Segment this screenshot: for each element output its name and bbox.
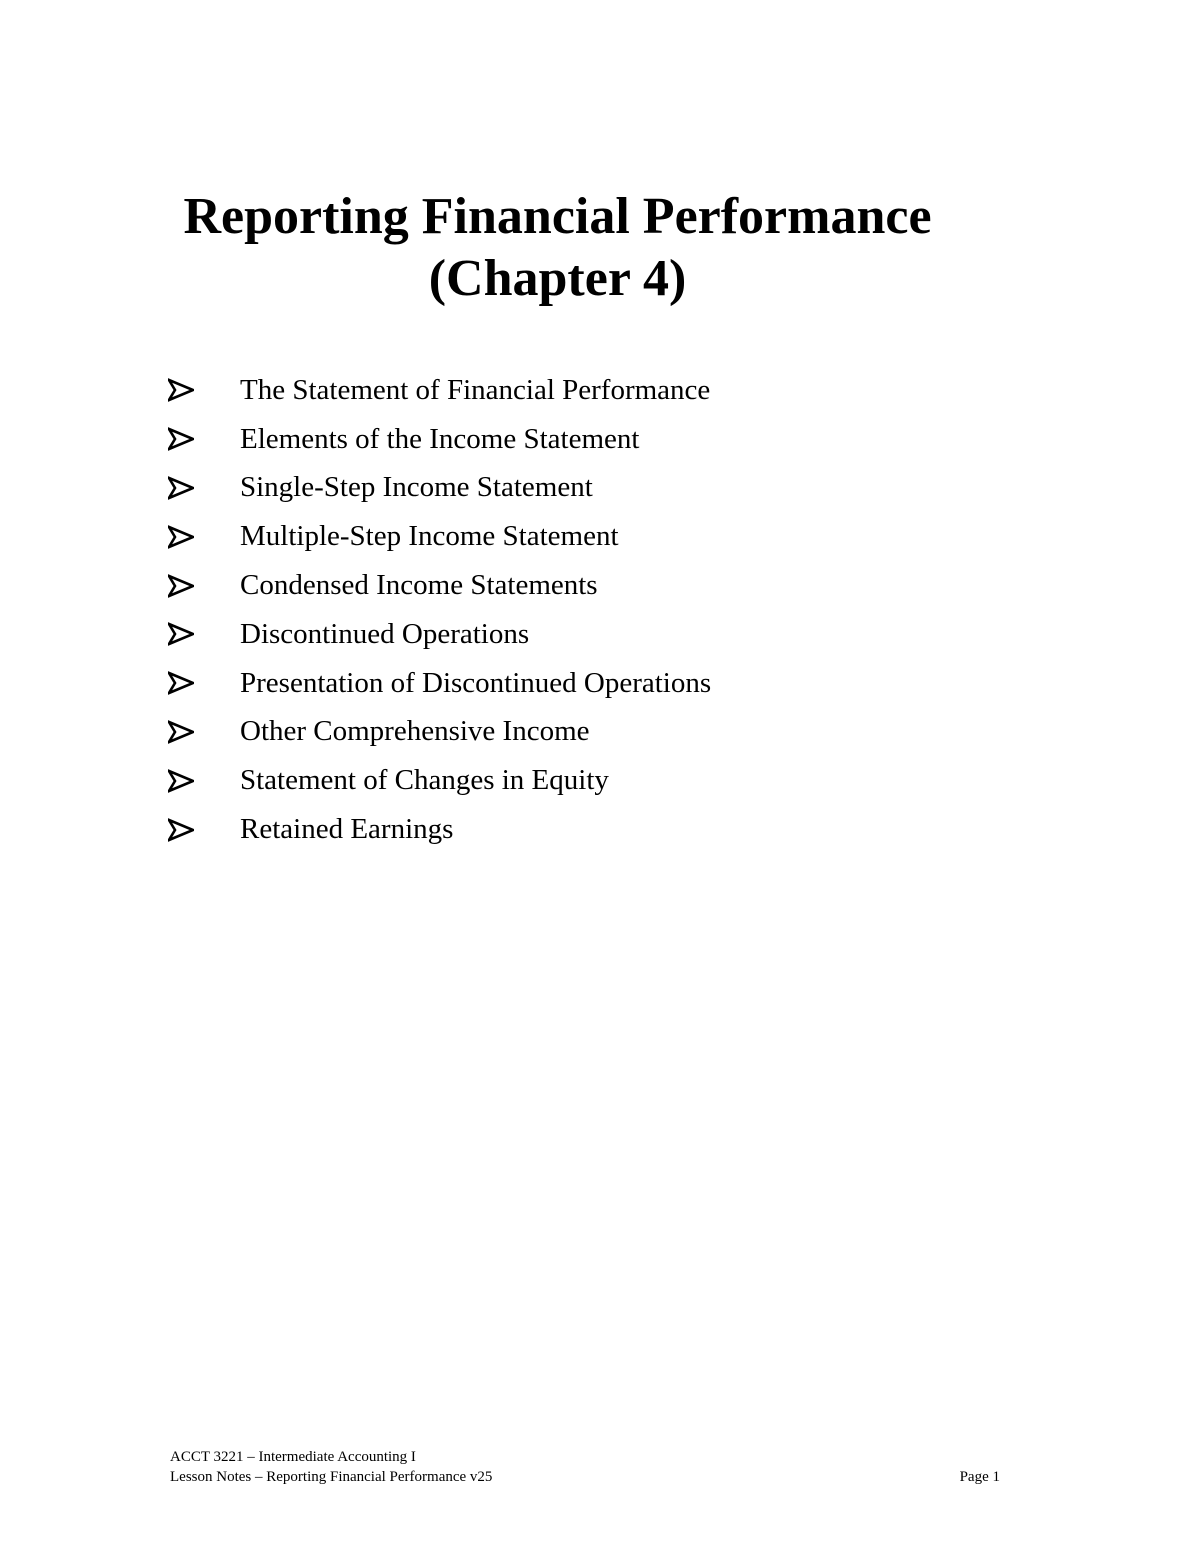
list-item: [168, 464, 711, 513]
arrowhead-bullet-icon: [168, 574, 240, 598]
arrowhead-bullet-icon: [168, 769, 240, 793]
list-item: [168, 756, 711, 805]
arrowhead-bullet-icon: [168, 720, 240, 744]
footer-course: ACCT 3221 – Intermediate Accounting I: [170, 1449, 416, 1465]
topic-label: Presentation of Discontinued Operations: [240, 666, 712, 699]
topic-label: Condensed Income Statements: [240, 569, 598, 602]
arrowhead-bullet-icon: [168, 427, 240, 451]
list-item: [168, 610, 711, 659]
topic-label: Multiple-Step Income Statement: [240, 520, 619, 553]
arrowhead-bullet-icon: [168, 818, 240, 842]
list-item: [168, 708, 711, 757]
footer-page-number: Page 1: [959, 1469, 1000, 1485]
topic-label: Single-Step Income Statement: [240, 471, 593, 504]
list-item: [168, 415, 711, 464]
topic-label: Other Comprehensive Income: [240, 715, 590, 748]
footer-notes: Lesson Notes – Reporting Financial Performance v25: [170, 1469, 493, 1485]
arrowhead-bullet-icon: [168, 525, 240, 549]
topic-label: Statement of Changes in Equity: [240, 764, 609, 797]
list-item: [168, 512, 711, 561]
page-footer: [170, 1447, 1000, 1487]
title-block: [0, 186, 1115, 310]
arrowhead-bullet-icon: [168, 671, 240, 695]
topic-label: Retained Earnings: [240, 813, 454, 846]
arrowhead-bullet-icon: [168, 476, 240, 500]
list-item: [168, 561, 711, 610]
list-item: [168, 805, 711, 854]
page-title: Reporting Financial Performance: [183, 188, 932, 245]
topic-label: Discontinued Operations: [240, 617, 530, 650]
arrowhead-bullet-icon: [168, 378, 240, 402]
arrowhead-bullet-icon: [168, 622, 240, 646]
chapter-subtitle: (Chapter 4): [428, 250, 687, 307]
list-item: [168, 659, 711, 708]
list-item: [168, 366, 711, 415]
topic-label: The Statement of Financial Performance: [240, 373, 711, 406]
topic-list: [168, 366, 711, 854]
topic-label: Elements of the Income Statement: [240, 422, 640, 455]
